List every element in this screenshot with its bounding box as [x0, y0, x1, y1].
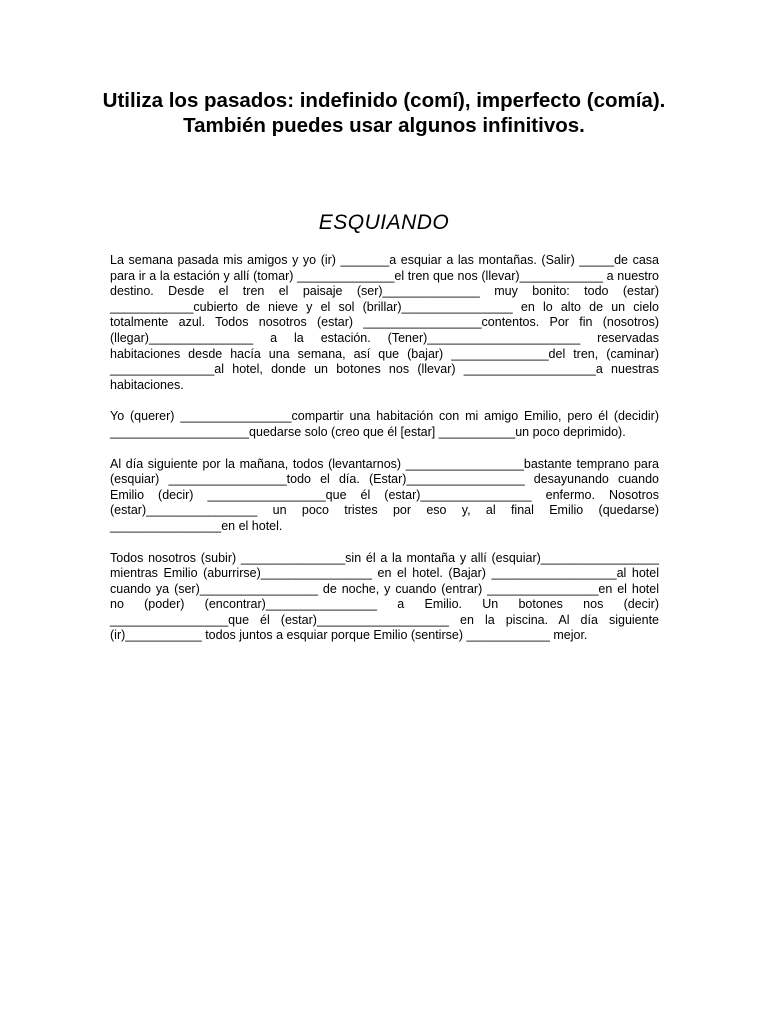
exercise-text: [110, 253, 659, 660]
exercise-paragraph-3: Al día siguiente por la mañana, todos (levantarnos) _________________bastante temprano para (esquiar) _________________todo el día. (Estar)_________________ desayunando cuando Emilio (decir) _________________que él (estar)________________ enfermo. Nosotros (estar)________________ un poco tristes por eso y, al final Emilio (quedarse) ________________en el hotel.: [110, 456, 659, 533]
story-title: ESQUIANDO: [318, 211, 450, 234]
exercise-paragraph-4: Todos nosotros (subir) _______________sin él a la montaña y allí (esquiar)_________________ mientras Emilio (aburrirse)________________ en el hotel. (Bajar) __________________al hotel cuando ya (ser)_________________ de noche, y cuando (entrar) ________________en el hotel no (poder) (encontrar)________________ a Emilio. Un botones nos (decir) _________________que él (estar)___________________ en la piscina. Al día siguiente (ir)___________ todos juntos a esquiar porque Emilio (sentirse) ____________ mejor.: [110, 550, 659, 643]
instructions-heading: Utiliza los pasados: indefinido (comí), imperfecto (comía). También puedes usar algunos infinitivos.: [102, 89, 666, 137]
exercise-paragraph-2: Yo (querer) ________________compartir una habitación con mi amigo Emilio, pero él (decidir) ____________________quedarse solo (creo que él [estar] ___________un poco deprimido).: [110, 409, 659, 439]
exercise-paragraph-1: La semana pasada mis amigos y yo (ir) _______a esquiar a las montañas. (Salir) _____de casa para ir a la estación y allí (tomar) ______________el tren que nos (llevar)____________ a nuestro destino. Desde el tren el paisaje (ser)______________ muy bonito: todo (estar) ____________cubierto de nieve y el sol (brillar)________________ en lo alto de un cielo totalmente azul. Todos nosotros (estar) _________________contentos. Por fin (nosotros) (llegar)_______________ a la estación. (Tener)______________________ reservadas habitaciones desde hacía una semana, así que (bajar) ______________del tren, (caminar) _______________al hotel, donde un botones nos (llevar) ___________________a nuestras habitaciones.: [110, 253, 659, 392]
